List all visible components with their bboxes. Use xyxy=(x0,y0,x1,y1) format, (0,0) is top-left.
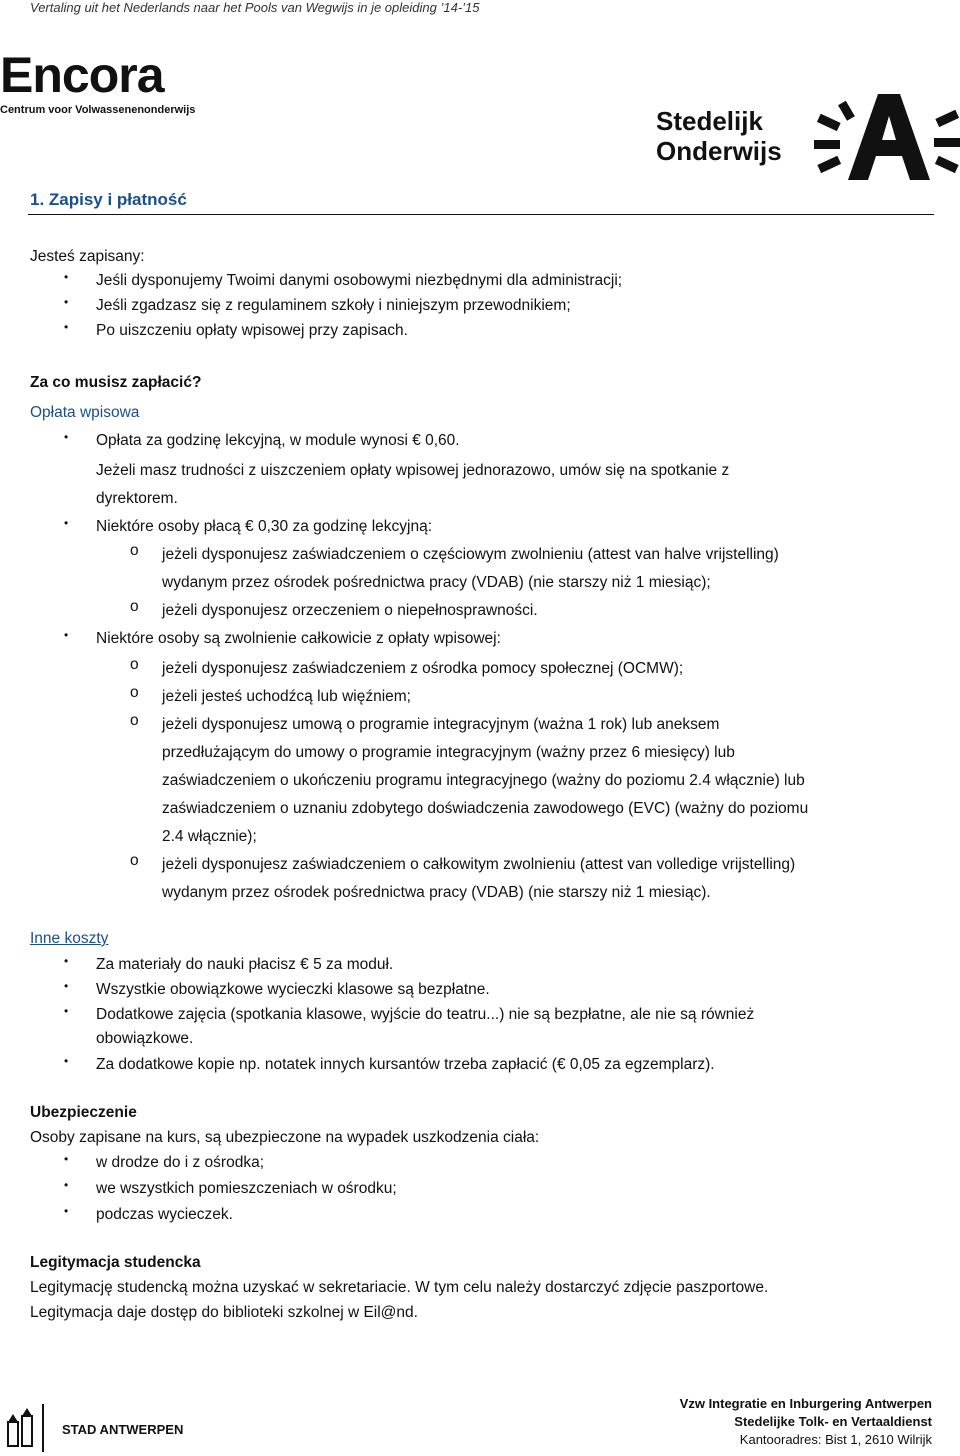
encora-logo-title: Encora xyxy=(0,47,164,103)
list-item: podczas wycieczek. xyxy=(96,1206,233,1223)
bullet-icon: • xyxy=(64,320,69,334)
encora-logo-subtitle: Centrum voor Volwassenenonderwijs xyxy=(0,104,196,116)
stedelijk-logo-line1: Stedelijk xyxy=(656,106,763,136)
bullet-icon: • xyxy=(64,1054,69,1068)
list-item: Jeśli dysponujemy Twoimi danymi osobowymi niezbędnymi dla administracji; xyxy=(96,272,623,289)
sub-list-item: zaświadczeniem o ukończeniu programu integracyjnego (ważny do poziomu 2.4 włącznie) lub xyxy=(162,772,805,789)
sub-bullet-icon: o xyxy=(130,656,139,673)
bullet-icon: • xyxy=(64,1152,69,1166)
sub-list-item: wydanym przez ośrodek pośrednictwa pracy (VDAB) (nie starszy niż 1 miesiąc). xyxy=(162,884,711,901)
stedelijk-logo-line2: Onderwijs xyxy=(656,136,782,166)
fee-title: Opłata wpisowa xyxy=(30,404,140,421)
list-item: we wszystkich pomieszczeniach w ośrodku; xyxy=(96,1180,397,1197)
list-item: Jeśli zgadzasz się z regulaminem szkoły i niniejszym przewodnikiem; xyxy=(96,297,571,314)
stad-antwerpen-logo xyxy=(0,1404,200,1452)
antwerp-a-logo xyxy=(812,94,960,184)
sub-list-item: zaświadczeniem o uznaniu zdobytego doświadczenia zawodowego (EVC) (ważny do poziomu xyxy=(162,800,809,817)
bullet-icon: • xyxy=(64,979,69,993)
other-costs-title: Inne koszty xyxy=(30,930,109,947)
fee-line: Opłata za godzinę lekcyjną, w module wynosi € 0,60. xyxy=(96,432,460,449)
list-item: Wszystkie obowiązkowe wycieczki klasowe są bezpłatne. xyxy=(96,981,490,998)
bullet-icon: • xyxy=(64,430,69,444)
list-item: Za dodatkowe kopie np. notatek innych kursantów trzeba zapłacić (€ 0,05 za egzemplarz). xyxy=(96,1056,715,1073)
sub-list-item: przedłużającym do umowy o programie integracyjnym (ważny przez 6 miesięcy) lub xyxy=(162,744,735,761)
sub-bullet-icon: o xyxy=(130,542,139,559)
sub-list-item: jeżeli dysponujesz zaświadczeniem o całkowitym zwolnieniu (attest van volledige vrijstelling) xyxy=(162,856,796,873)
bullet-icon: • xyxy=(64,295,69,309)
student-card-title: Legitymacja studencka xyxy=(30,1254,201,1271)
footer-org-line3: Kantooradres: Bist 1, 2610 Wilrijk xyxy=(739,1432,932,1447)
sub-bullet-icon: o xyxy=(130,598,139,615)
sub-list-item: jeżeli dysponujesz zaświadczeniem o częściowym zwolnieniu (attest van halve vrijstelling) xyxy=(162,546,779,563)
sub-list-item: jeżeli dysponujesz zaświadczeniem z ośrodka pomocy społecznej (OCMW); xyxy=(162,660,684,677)
bullet-icon: • xyxy=(64,1178,69,1192)
sub-list-item: jeżeli dysponujesz umową o programie integracyjnym (ważna 1 rok) lub aneksem xyxy=(162,716,720,733)
list-item: Za materiały do nauki płacisz € 5 za moduł. xyxy=(96,956,394,973)
list-item: w drodze do i z ośrodka; xyxy=(96,1154,265,1171)
translation-note: Vertaling uit het Nederlands naar het Pools van Wegwijs in je opleiding ’14-’15 xyxy=(30,0,480,15)
sub-bullet-icon: o xyxy=(130,852,139,869)
reduced-intro: Niektóre osoby płacą € 0,30 za godzinę lekcyjną: xyxy=(96,518,433,535)
sub-list-item: 2.4 włącznie); xyxy=(162,828,257,845)
bullet-icon: • xyxy=(64,1004,69,1018)
insurance-title: Ubezpieczenie xyxy=(30,1104,137,1121)
bullet-icon: • xyxy=(64,954,69,968)
sub-list-item: wydanym przez ośrodek pośrednictwa pracy (VDAB) (nie starszy niż 1 miesiąc); xyxy=(162,574,711,591)
stad-antwerpen-text: STAD ANTWERPEN xyxy=(62,1422,184,1437)
logo-divider xyxy=(42,1404,44,1452)
bullet-icon: • xyxy=(64,1204,69,1218)
list-item: Dodatkowe zajęcia (spotkania klasowe, wyjście do teatru...) nie są bezpłatne, ale nie są również xyxy=(96,1006,755,1023)
sub-bullet-icon: o xyxy=(130,684,139,701)
sub-list-item: jeżeli dysponujesz orzeczeniem o niepełnosprawności. xyxy=(162,602,538,619)
section-heading: 1. Zapisy i płatność xyxy=(30,190,187,209)
header-divider xyxy=(28,214,934,215)
bullet-icon: • xyxy=(64,270,69,284)
insurance-intro: Osoby zapisane na kurs, są ubezpieczone na wypadek uszkodzenia ciała: xyxy=(30,1129,540,1146)
bullet-icon: • xyxy=(64,516,69,530)
footer-org-line1: Vzw Integratie en Inburgering Antwerpen xyxy=(679,1396,932,1411)
sub-list-item: jeżeli jesteś uchodźcą lub więźniem; xyxy=(162,688,411,705)
enrolled-intro: Jesteś zapisany: xyxy=(30,248,145,265)
student-card-line: Legitymację studencką można uzyskać w sekretariacie. W tym celu należy dostarczyć zdjęcie paszportowe. xyxy=(30,1279,769,1296)
list-item: obowiązkowe. xyxy=(96,1030,194,1047)
encora-logo xyxy=(0,47,196,116)
fee-line: dyrektorem. xyxy=(96,490,178,507)
antwerp-a-icon xyxy=(812,94,960,184)
payment-question: Za co musisz zapłacić? xyxy=(30,374,202,391)
exempt-intro: Niektóre osoby są zwolnienie całkowicie z opłaty wpisowej: xyxy=(96,630,501,647)
list-item: Po uiszczeniu opłaty wpisowej przy zapisach. xyxy=(96,322,408,339)
footer-org-line2: Stedelijke Tolk- en Vertaaldienst xyxy=(734,1414,932,1429)
sub-bullet-icon: o xyxy=(130,712,139,729)
student-card-line: Legitymacja daje dostęp do biblioteki szkolnej w Eil@nd. xyxy=(30,1304,418,1321)
fee-line: Jeżeli masz trudności z uiszczeniem opłaty wpisowej jednorazowo, umów się na spotkanie z xyxy=(96,462,730,479)
bullet-icon: • xyxy=(64,628,69,642)
stedelijk-onderwijs-logo xyxy=(656,106,782,166)
